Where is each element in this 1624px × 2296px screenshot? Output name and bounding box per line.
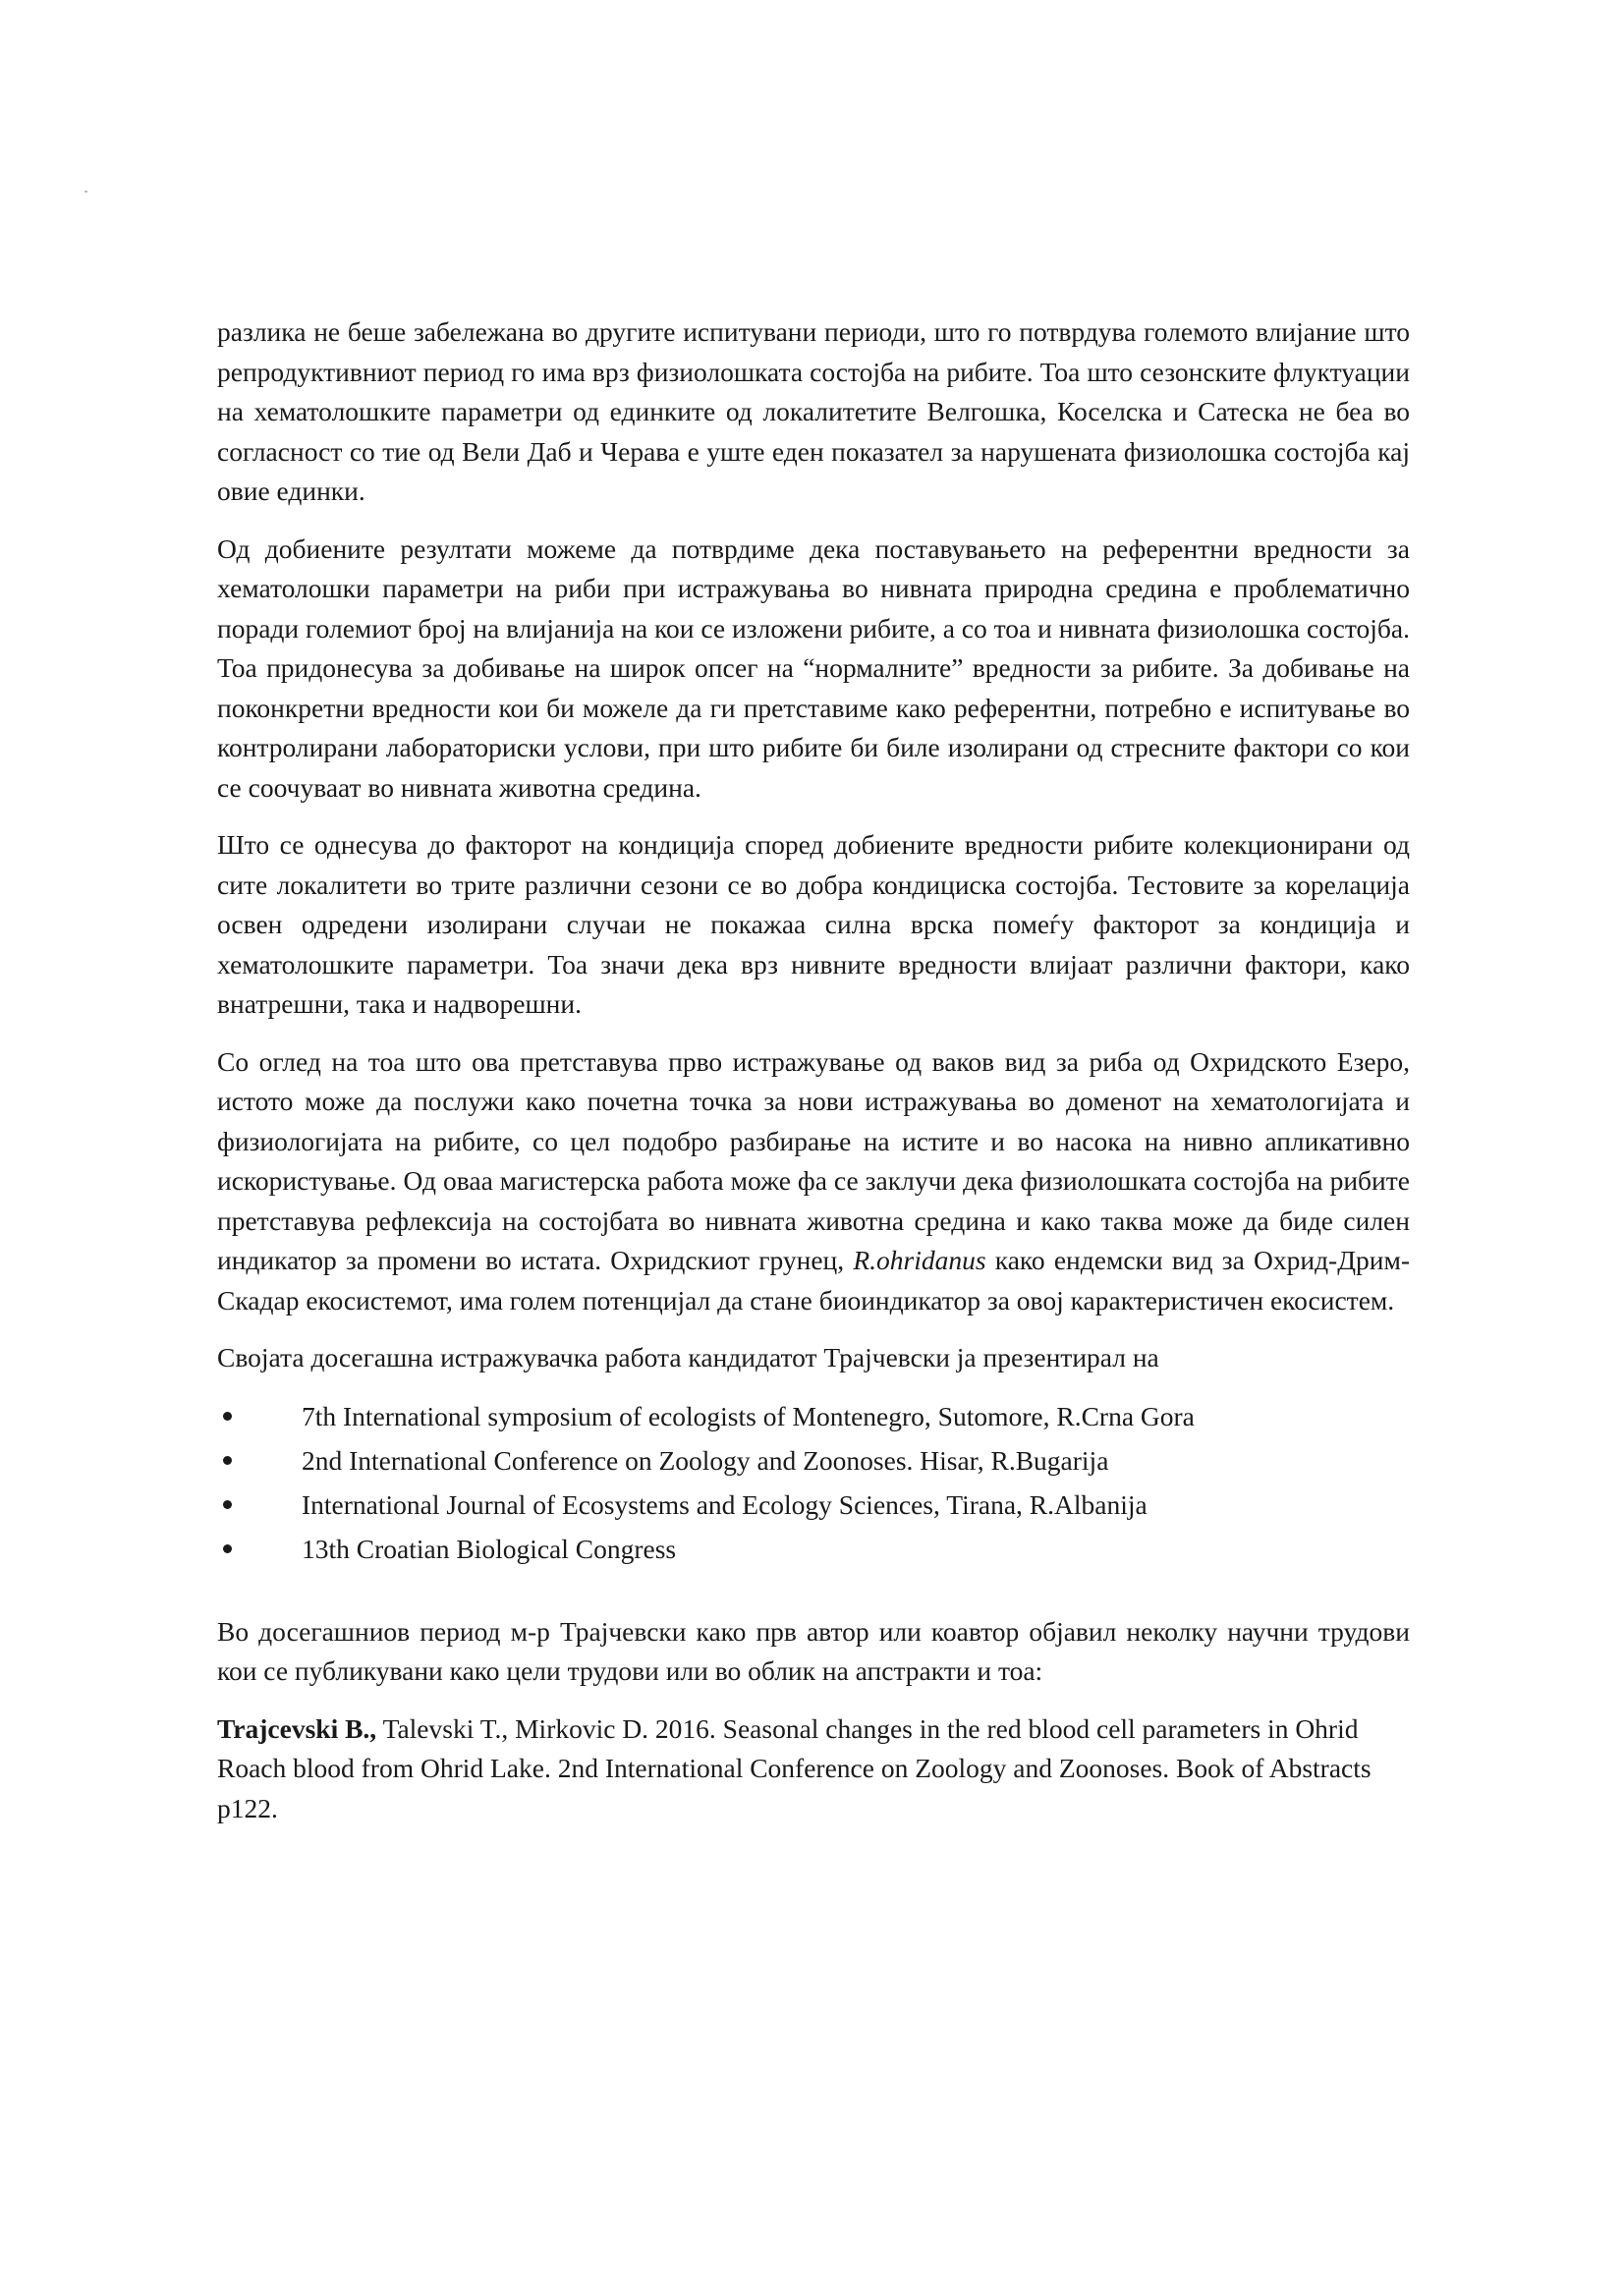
paragraph-condition-factor: Што се однесува до факторот на кондиција според добиените вредности рибите колекционирани од сите локалитети во трите различни сезони се во добра кондициска состојба. Тестовите за корелација освен одредени изолирани случаи не покажаа силна врска помеѓу факторот за кондиција и хематолошките параметри. Тоа значи дека врз нивните вредности влијаат различни фактори, како внатрешни, така и надворешни. — [217, 829, 1410, 1019]
publication-reference — [217, 1709, 1410, 1829]
paragraph-reference-values: Од добиените резултати можеме да потврдиме дека поставувањето на референтни вредности за хематолошки параметри на риби при истражувања во нивната природна средина е проблематично поради големиот број на влијанија на кои се изложени рибите, а со тоа и нивната физиолошка состојба. Тоа придонесува за добивање на широк опсег на “нормалните” вредности за рибите. За добивање на поконкретни вредности кои би можеле да ги претставиме како референтни, потребно е испитување во контролирани лабораториски услови, при што рибите би биле изолирани од стресните фактори со кои се соочуваат во нивната животна средина. — [217, 532, 1410, 803]
list-item-text: 13th Croatian Biological Congress — [302, 1533, 677, 1564]
paragraph-conclusion-text-1: Со оглед на тоа што ова претставува прво истражување од ваков вид за риба од Охридското Езеро, истото може да послужи како почетна точка за нови истражувања во доменот на хематологијата и физиологијата на рибите, со цел подобро разбирање на истите и во насока на нивно апликативно искористување. Од оваа магистерска работа може фа се заклучи дека физиолошката состојба на рибите претставува рефлексија на состојбата во нивната животна средина и како таква може да биде силен индикатор за промени во истата. Охридскиот грунец, — [217, 1045, 1410, 1275]
paragraph-conclusion — [217, 1042, 1410, 1321]
presentation-list — [217, 1394, 1410, 1571]
document-page — [217, 312, 1410, 1828]
list-item — [217, 1527, 1410, 1571]
list-item-text: 2nd International Conference on Zoology and Zoonoses. Hisar, R.Bugarija — [302, 1444, 1109, 1476]
publications-intro: Во досегашниов период м-р Трајчевски како прв автор или коавтор објавил неколку научни трудови кои се публикувани како цели трудови или во облик на апстракти и тоа: — [217, 1615, 1410, 1686]
list-item — [217, 1394, 1410, 1438]
bullet-icon — [223, 1456, 232, 1465]
scan-speck — [84, 191, 87, 193]
bullet-icon — [223, 1500, 232, 1509]
reference-details: Talevski T., Mirkovic D. 2016. Seasonal changes in the red blood cell parameters in Ohrid Roach blood from Ohrid Lake. 2nd International Conference on Zoology and Zoonoses. Book of Abstracts p122. — [217, 1712, 1372, 1823]
species-name: R.ohridanus — [853, 1245, 986, 1275]
paragraph-conclusion-text-2: како ендемски вид за Охрид-Дрим-Скадар екосистемот, има голем потенцијал да стане биоиндикатор за овој карактеристичен екосистем. — [217, 1245, 1410, 1316]
list-item — [217, 1438, 1410, 1483]
bullet-icon — [223, 1412, 232, 1421]
presented-intro: Својата досегашна истражувачка работа кандидатот Трајчевски ја презентирал на — [217, 1342, 1159, 1372]
reference-lead-author: Trajcevski B., — [217, 1712, 377, 1744]
list-item-text: International Journal of Ecosystems and Ecology Sciences, Tirana, R.Albanija — [302, 1488, 1148, 1520]
bullet-icon — [223, 1544, 232, 1553]
list-item — [217, 1483, 1410, 1527]
list-item-text: 7th International symposium of ecologists of Montenegro, Sutomore, R.Crna Gora — [302, 1400, 1195, 1431]
paragraph-reproductive-period: разлика не беше забележана во другите испитувани периоди, што го потврдува големото влијание што репродуктивниот период го има врз физиолошката состојба на рибите. Тоа што сезонските флуктуации на хематолошките параметри од единките од локалитетите Велгошка, Коселска и Сатеска не беа во согласност со тие од Вели Даб и Черава е уште еден показател за нарушената физиолошка состојба кај овие единки. — [217, 316, 1410, 506]
